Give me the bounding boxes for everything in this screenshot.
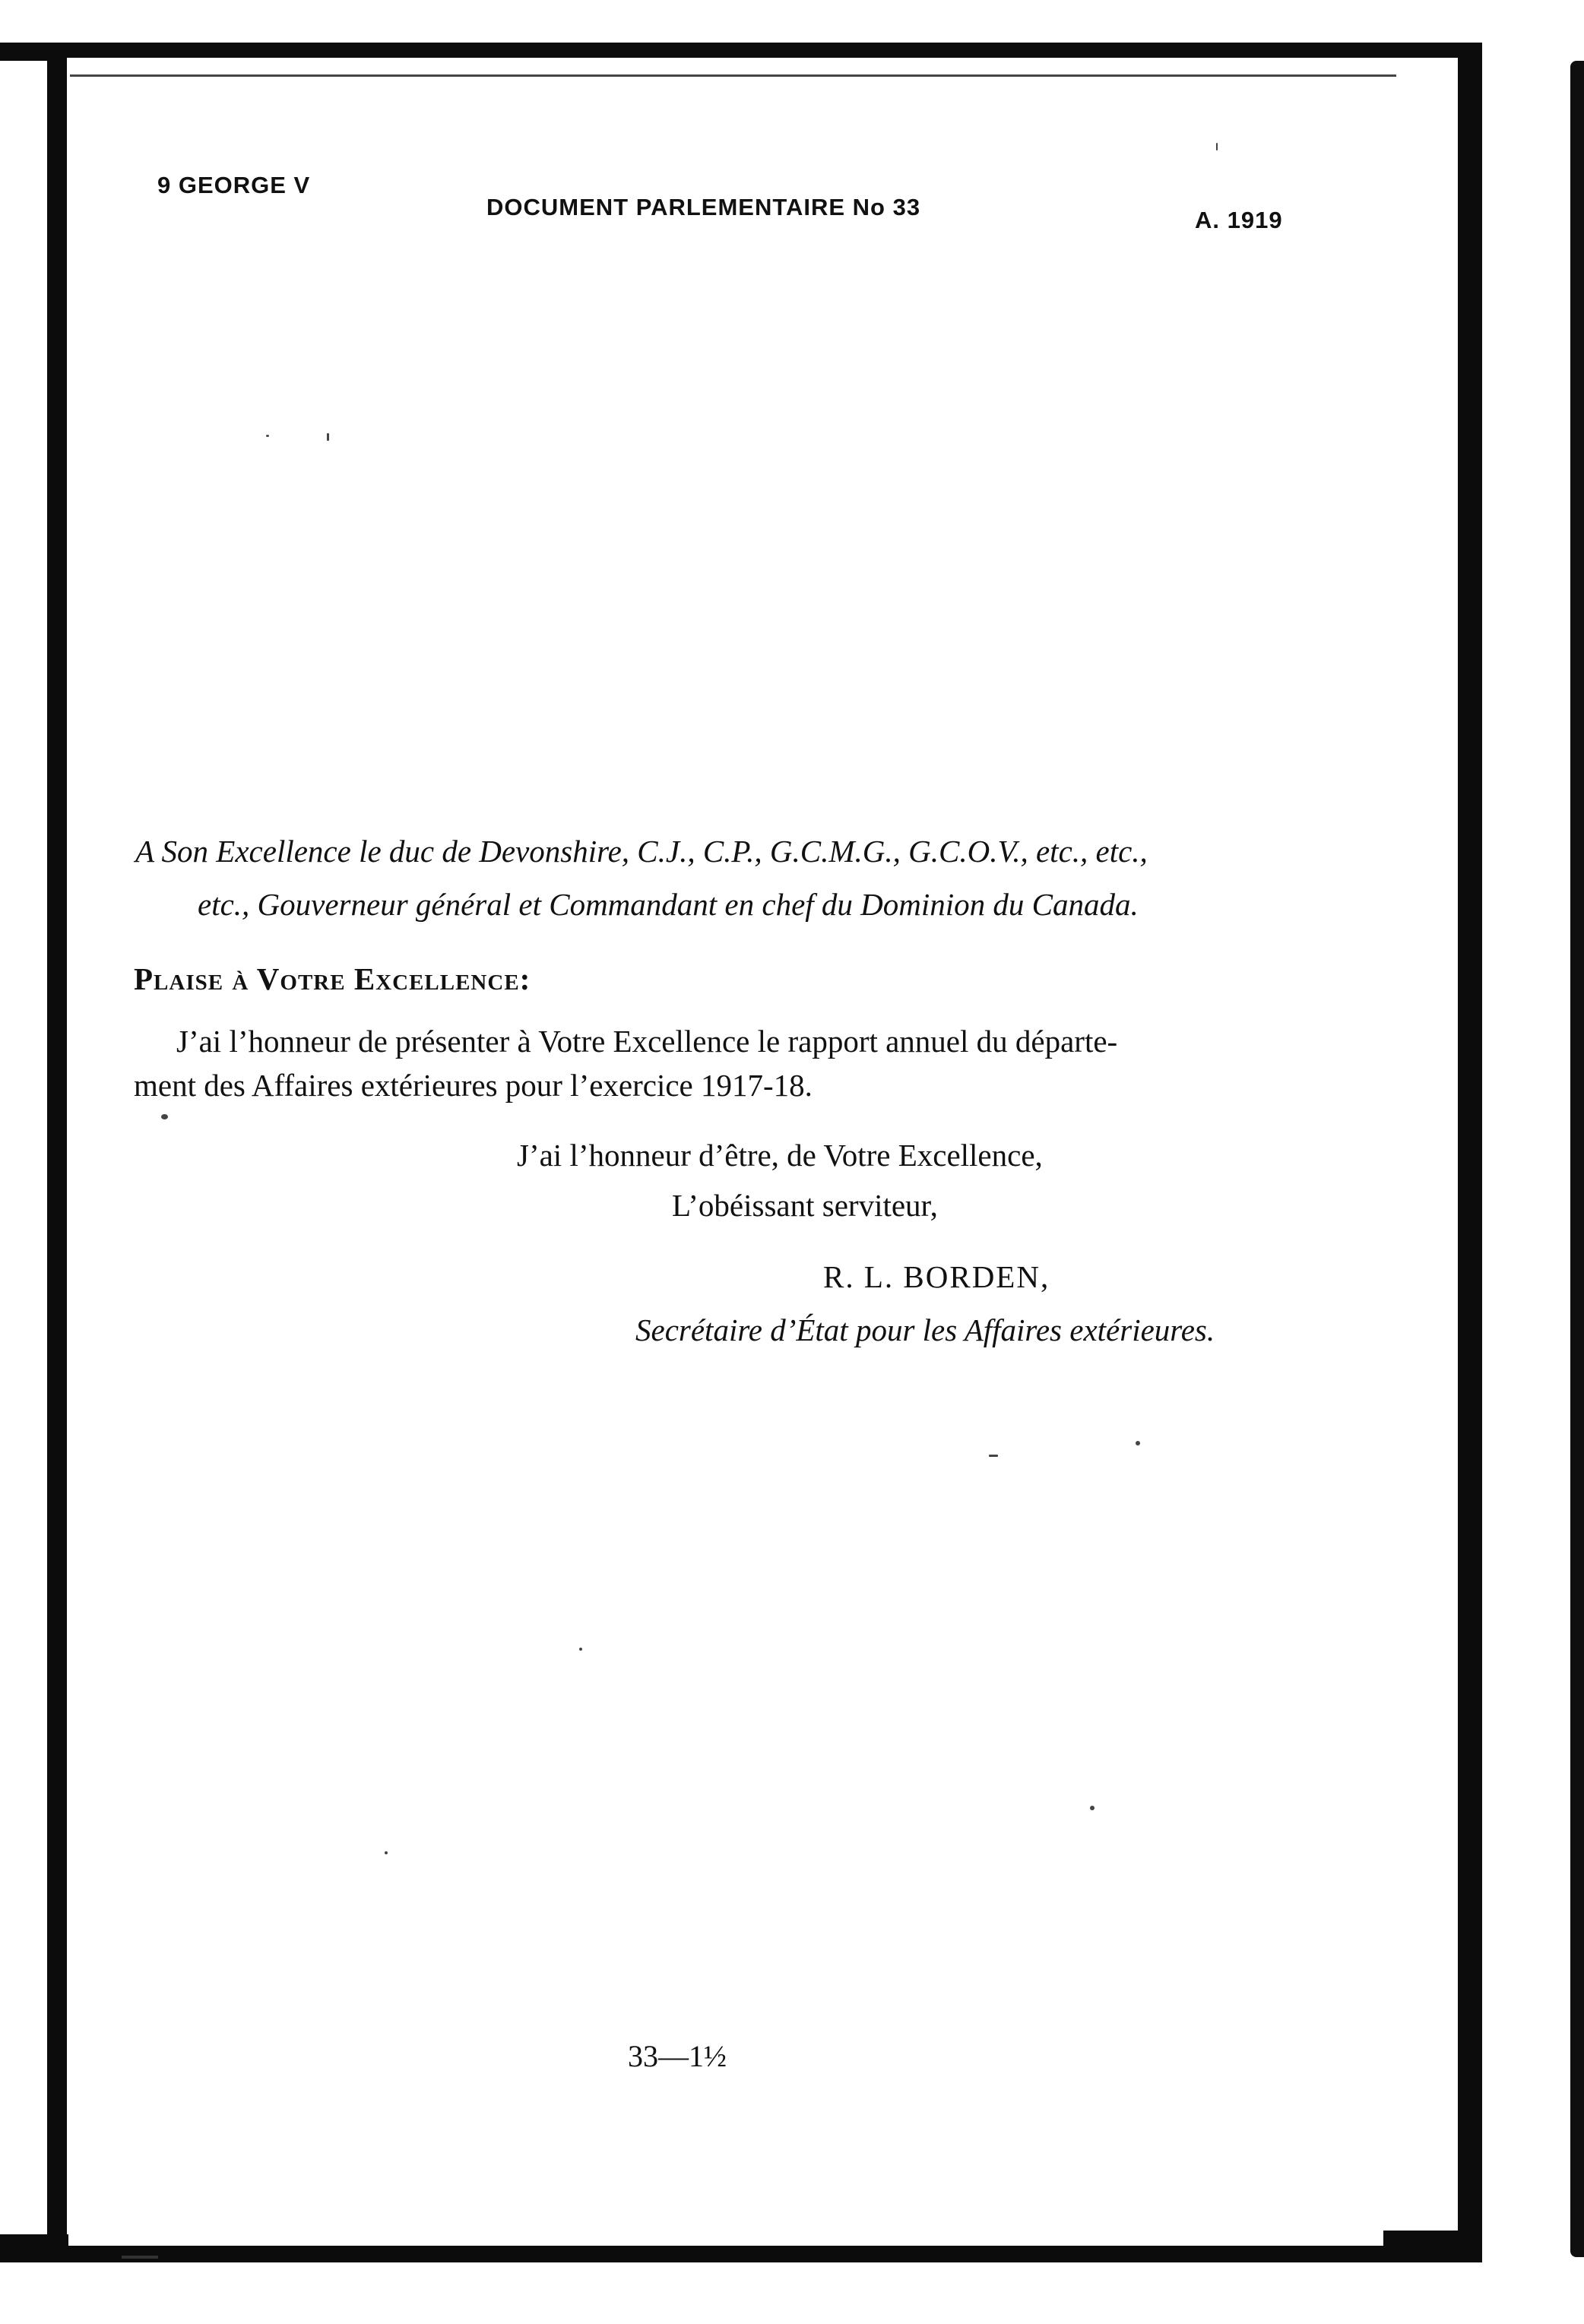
page-inner-rule	[70, 74, 1396, 77]
scan-speck	[327, 433, 329, 441]
scan-speck	[385, 1851, 388, 1854]
page-border-bottom-right-block	[1383, 2231, 1482, 2262]
page-border-bottom	[0, 2246, 1482, 2262]
page-border-bottom-corner	[0, 2234, 68, 2257]
body-line-2: ment des Affaires extérieures pour l’exercice 1917-18.	[134, 1068, 813, 1103]
scan-speck	[161, 1114, 168, 1119]
address-line-2: etc., Gouverneur général et Commandant en chef du Dominion du Canada.	[198, 887, 1139, 922]
header-year: A. 1919	[1195, 207, 1283, 233]
scan-mark	[122, 2256, 158, 2259]
header-regnal-year: 9 GEORGE V	[157, 172, 311, 198]
scan-speck	[1136, 1441, 1140, 1445]
closing-line-2: L’obéissant serviteur,	[672, 1188, 938, 1223]
scan-speck	[1090, 1806, 1095, 1810]
scan-speck	[579, 1648, 582, 1651]
page-number: 33—1½	[628, 2039, 727, 2073]
scan-speck	[1216, 143, 1218, 150]
scan-speck	[266, 435, 269, 437]
address-line-1: A Son Excellence le duc de Devonshire, C.J., C.P., G.C.M.G., G.C.O.V., etc., etc.,	[135, 834, 1148, 869]
adjacent-page-edge	[1570, 61, 1584, 2257]
header-document-title: DOCUMENT PARLEMENTAIRE No 33	[486, 194, 921, 220]
scan-speck	[989, 1455, 998, 1457]
page-border-left	[47, 49, 67, 2249]
page-border-top	[0, 43, 1482, 58]
page-border-right	[1458, 46, 1482, 2250]
salutation: Plaise à Votre Excellence:	[134, 961, 531, 996]
signer-title: Secrétaire d’État pour les Affaires extérieures.	[635, 1312, 1215, 1347]
signer-name: R. L. BORDEN,	[823, 1259, 1050, 1294]
body-line-1: J’ai l’honneur de présenter à Votre Excellence le rapport annuel du départe-	[176, 1024, 1118, 1059]
closing-line-1: J’ai l’honneur d’être, de Votre Excellence,	[517, 1138, 1043, 1173]
